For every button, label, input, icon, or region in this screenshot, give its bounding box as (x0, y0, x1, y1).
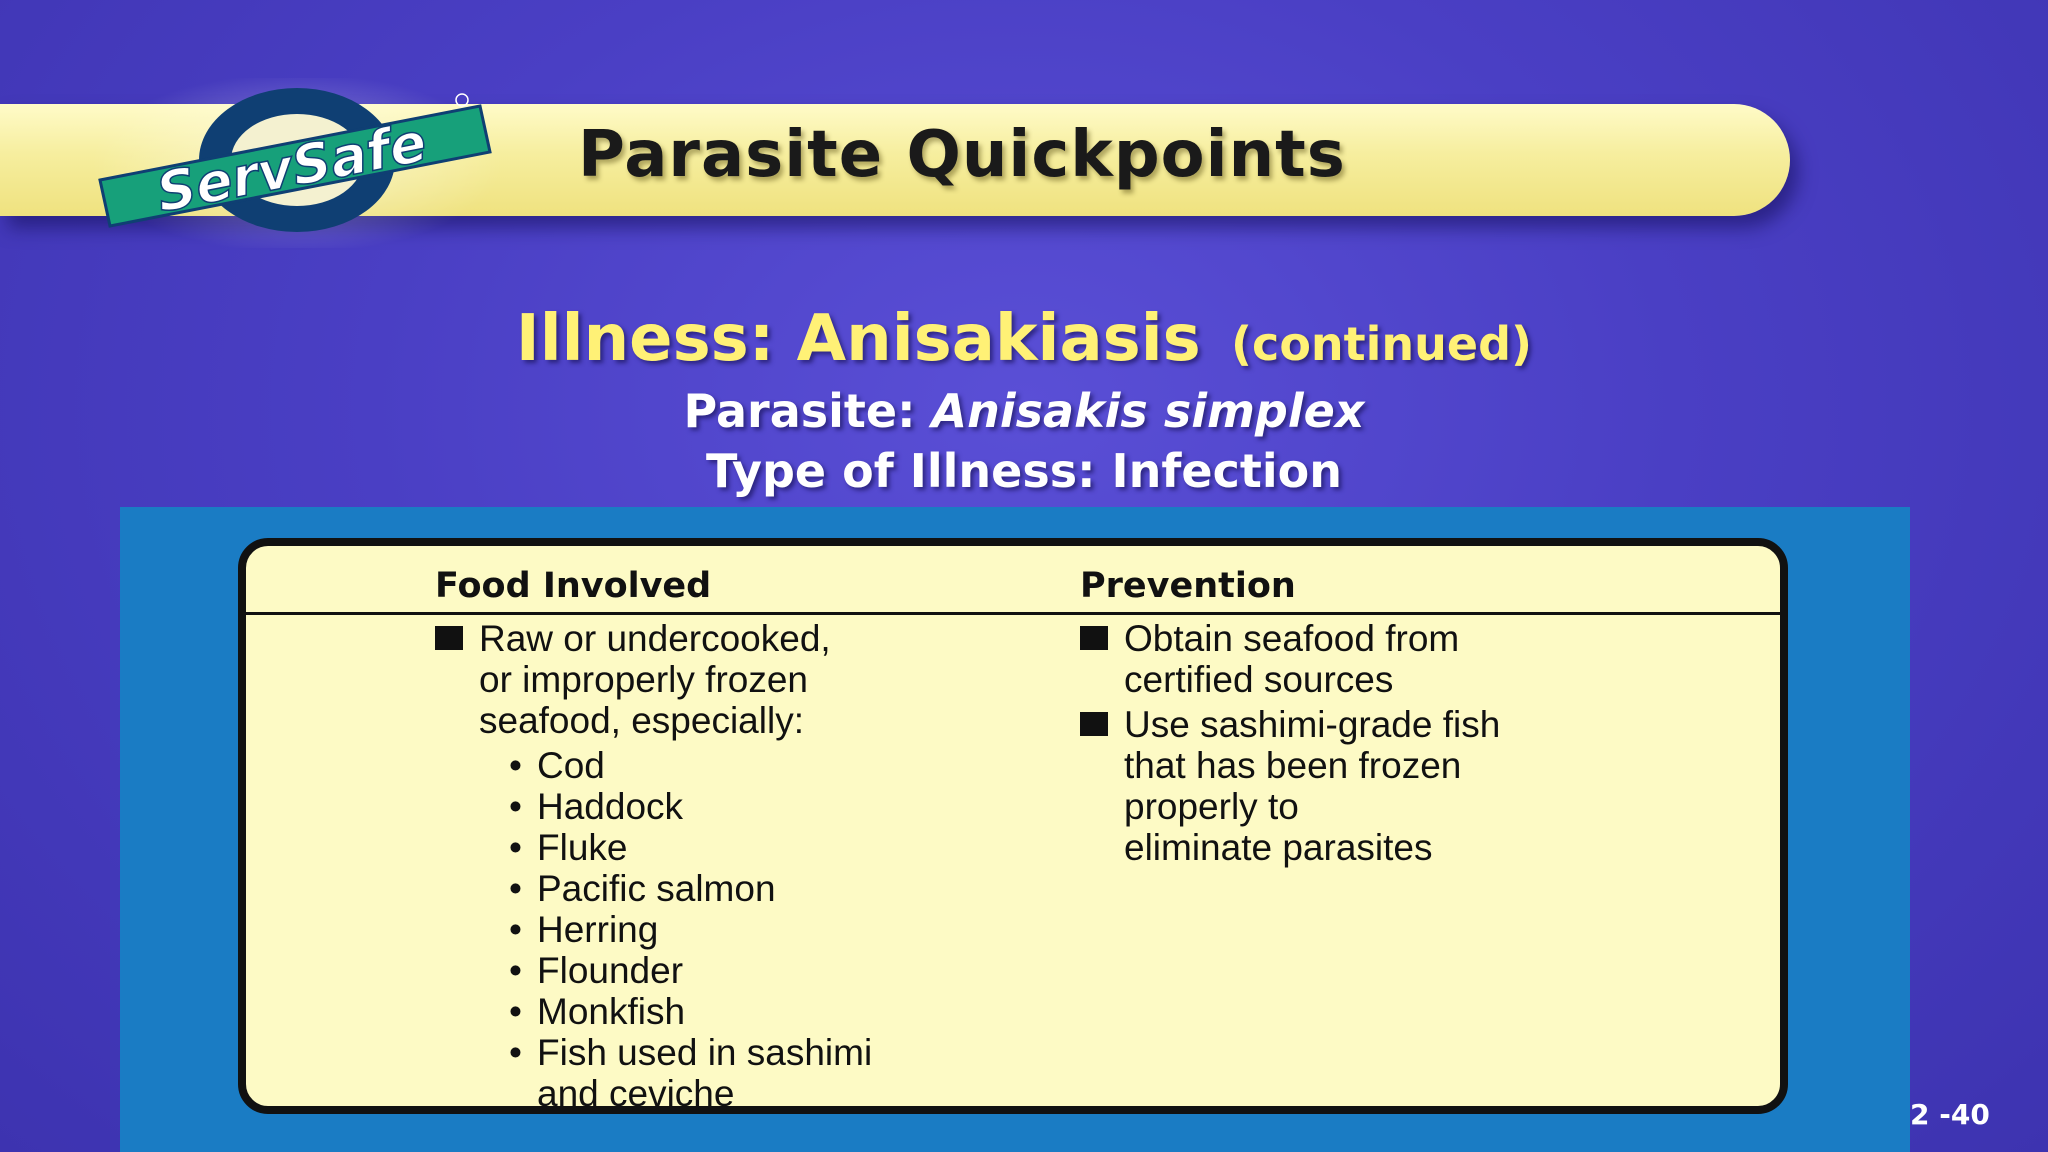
logo-text: ServSafe (151, 110, 432, 225)
food-line: or improperly frozen (479, 659, 809, 700)
food-line: Raw or undercooked, (479, 618, 831, 659)
food-involved-header: Food Involved (435, 566, 712, 606)
sashimi-line: and ceviche (537, 1073, 735, 1114)
illness-suffix: (continued) (1231, 317, 1533, 371)
slide-number: 2 -40 (1910, 1098, 1990, 1131)
seafood-list (435, 745, 1035, 1114)
prevention-line: eliminate parasites (1124, 827, 1433, 868)
seafood-item: • Haddock (435, 786, 1035, 827)
prevention-header: Prevention (1080, 566, 1296, 606)
prevention-line: properly to (1124, 786, 1299, 827)
seafood-item: • Pacific salmon (435, 868, 1035, 909)
parasite-name: Anisakis simplex (931, 384, 1365, 438)
seafood-item: • Flounder (435, 950, 1035, 991)
illness-heading (0, 302, 2048, 376)
food-line: seafood, especially: (479, 700, 804, 741)
slide-title: Parasite Quickpoints (578, 118, 1346, 192)
seafood-item: • Fluke (435, 827, 1035, 868)
parasite-heading (0, 384, 2048, 438)
servsafe-logo (92, 78, 502, 248)
header-divider (246, 612, 1780, 615)
illness-label: Illness: Anisakiasis (515, 302, 1201, 376)
prevention-bullet (1080, 618, 1700, 700)
sashimi-line: • Fish used in sashimi (537, 1032, 873, 1073)
food-involved-column (435, 618, 1035, 1114)
prevention-line: Use sashimi-grade fish (1124, 704, 1501, 745)
prevention-bullet (1080, 704, 1700, 868)
seafood-item: • Cod (435, 745, 1035, 786)
prevention-line: that has been frozen (1124, 745, 1462, 786)
seafood-item-sashimi (435, 1032, 1035, 1114)
seafood-item: • Monkfish (435, 991, 1035, 1032)
quickpoints-card (238, 538, 1788, 1114)
prevention-line: Obtain seafood from (1124, 618, 1460, 659)
illness-type: Type of Illness: Infection (706, 444, 1342, 498)
prevention-line: certified sources (1124, 659, 1394, 700)
parasite-label: Parasite: (683, 384, 916, 438)
food-bullet (435, 618, 1035, 741)
prevention-column (1080, 618, 1700, 872)
seafood-item: • Herring (435, 909, 1035, 950)
